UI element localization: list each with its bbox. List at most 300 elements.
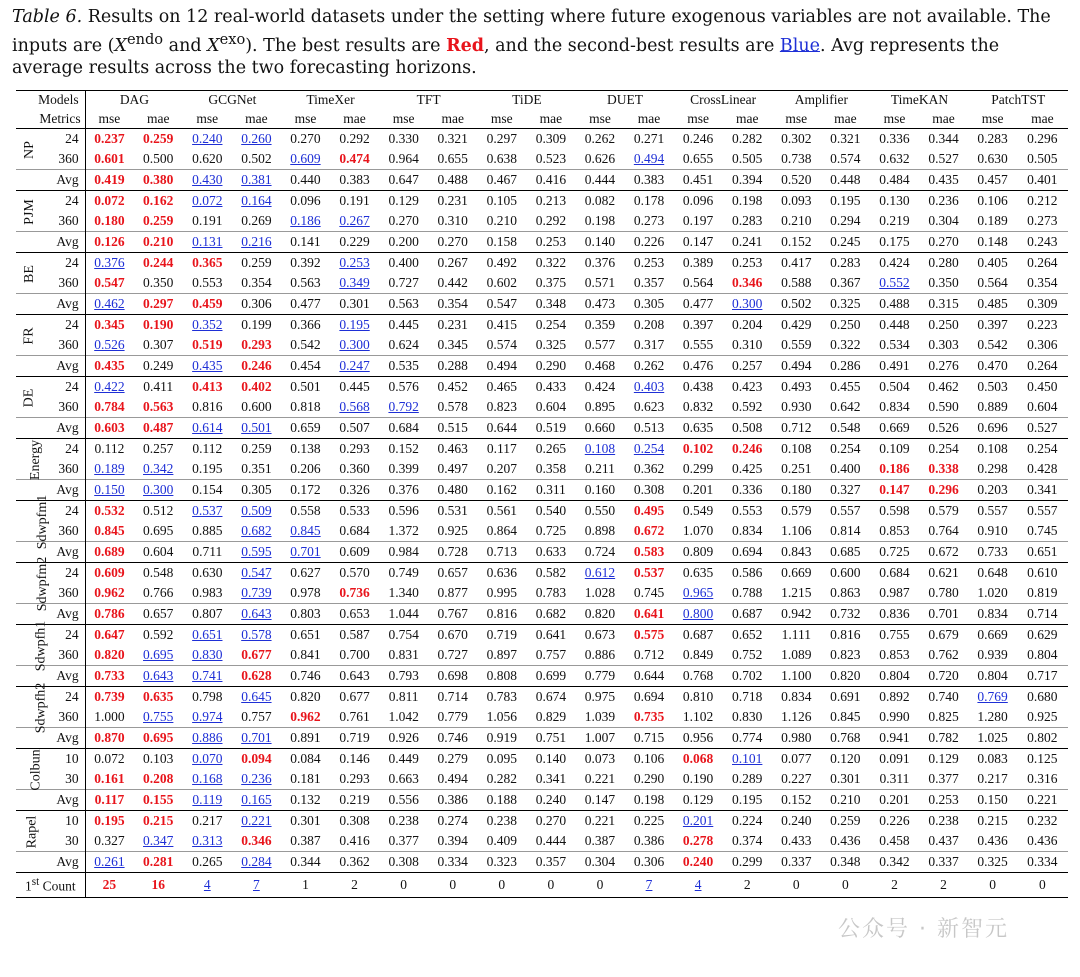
value-cell: 0.579 [772,501,820,522]
value-cell: 0.663 [388,771,419,786]
value-cell: 0.311 [879,771,910,786]
value-cell: 0.296 [918,480,968,501]
value-cell: 0.939 [977,647,1008,662]
value-cell: 0.226 [870,811,918,832]
value-cell: 0.367 [830,275,861,290]
value-cell: 0.548 [133,563,183,584]
value-cell: 0.345 [437,337,468,352]
value-cell: 0.305 [624,294,674,315]
avg-label: Avg [16,666,85,687]
value-cell: 0.354 [241,275,272,290]
value-cell: 0.609 [290,151,321,166]
value-cell: 0.802 [1017,728,1068,749]
value-cell: 0.203 [969,480,1017,501]
value-cell: 0.130 [870,191,918,212]
value-cell: 0.669 [772,563,820,584]
value-cell: 0.352 [183,315,231,336]
value-cell: 0.231 [428,315,478,336]
value-cell: 0.201 [674,480,722,501]
dataset-label [16,494,51,549]
value-cell: 0.207 [486,461,517,476]
value-cell: 0.267 [428,253,478,274]
value-cell: 0.450 [1017,377,1068,398]
value-cell: 0.494 [633,151,665,166]
value-cell: 0.250 [820,315,870,336]
value-cell: 0.253 [526,232,576,253]
value-cell: 0.321 [820,129,870,150]
value-cell: 0.068 [674,749,722,770]
value-cell: 0.725 [870,542,918,563]
value-cell: 0.290 [633,771,665,786]
value-cell: 0.190 [682,771,714,786]
value-cell: 0.755 [870,625,918,646]
value-cell: 0.965 [682,585,714,600]
table-row [16,769,1068,790]
value-cell: 0.236 [241,771,272,786]
value-cell: 0.600 [241,399,272,414]
value-cell: 0.436 [1027,833,1058,848]
value-cell: 0.280 [918,253,968,274]
value-cell: 0.243 [1017,232,1068,253]
value-cell: 0.925 [1027,709,1058,724]
value-cell: 0.155 [133,790,183,811]
value-cell: 1.039 [584,709,616,724]
value-cell: 0.208 [624,315,674,336]
value-cell: 0.310 [437,213,468,228]
value-cell: 0.696 [969,418,1017,439]
value-cell: 0.633 [526,542,576,563]
value-cell: 0.336 [722,480,772,501]
metric-header: mae [146,110,170,126]
value-cell: 0.300 [133,480,183,501]
value-cell: 0.132 [281,790,329,811]
caption-sup-exo: exo [219,30,246,48]
value-cell: 0.555 [682,337,714,352]
value-cell: 0.740 [918,687,968,708]
value-cell: 0.334 [428,852,478,873]
horizon-label: 24 [43,129,85,150]
model-header: CrossLinear [674,91,772,110]
value-cell: 0.509 [231,501,281,522]
value-cell: 0.253 [624,253,674,274]
value-cell: 0.197 [682,213,714,228]
value-cell: 0.700 [339,647,370,662]
value-cell: 0.288 [428,356,478,377]
value-cell: 0.271 [624,129,674,150]
value-cell: 0.553 [192,275,223,290]
value-cell: 0.386 [633,833,665,848]
value-cell: 0.394 [437,833,468,848]
value-cell: 0.596 [380,501,428,522]
value-cell: 0.635 [674,563,722,584]
value-cell: 0.265 [183,852,231,873]
value-cell: 1.215 [781,585,812,600]
value-cell: 0.413 [183,377,231,398]
value-cell: 0.241 [722,232,772,253]
value-cell: 0.270 [428,232,478,253]
value-cell: 0.983 [192,585,223,600]
table-row [16,191,1068,212]
value-cell: 0.175 [870,232,918,253]
count-label-sup: st [31,875,40,888]
dataset-label [16,191,43,232]
table-row [16,439,1068,460]
value-cell: 0.768 [820,728,870,749]
value-cell: 0.254 [918,439,968,460]
value-cell: 0.454 [281,356,329,377]
value-cell: 0.397 [674,315,722,336]
value-cell: 0.345 [85,315,133,336]
value-cell: 0.357 [526,852,576,873]
value-cell: 0.624 [388,337,419,352]
value-cell: 0.641 [526,625,576,646]
first-count-row [16,873,1068,898]
value-cell: 0.463 [428,439,478,460]
value-cell: 0.357 [633,275,665,290]
value-cell: 0.304 [576,852,624,873]
value-cell: 0.564 [682,275,714,290]
value-cell: 0.191 [330,191,380,212]
value-cell: 0.232 [1017,811,1068,832]
value-cell: 0.103 [133,749,183,770]
value-cell: 0.702 [722,666,772,687]
value-cell: 0.830 [732,709,763,724]
value-cell: 0.290 [526,356,576,377]
value-cell: 0.672 [633,523,665,538]
value-cell: 0.251 [781,461,812,476]
value-cell: 0.433 [526,377,576,398]
horizon-label: 10 [43,811,85,832]
caption-text-1: Results on 12 real-world datasets under the setting where future exogenous variables are not available. The inputs are ( [12,7,1051,56]
metric-header: mae [1031,110,1054,126]
metric-header: mse [785,110,808,126]
value-cell: 0.322 [830,337,861,352]
value-cell: 0.186 [879,461,910,476]
value-cell: 0.853 [879,647,910,662]
value-cell: 0.270 [918,232,968,253]
value-cell: 0.505 [1027,151,1058,166]
value-cell: 0.513 [624,418,674,439]
value-cell: 0.467 [478,170,526,191]
value-cell: 1.070 [682,523,714,538]
value-cell: 0.377 [388,833,419,848]
dataset-name: Energy [28,439,44,480]
value-cell: 0.253 [722,253,772,274]
value-cell: 0.348 [820,852,870,873]
value-cell: 0.429 [772,315,820,336]
value-cell: 0.651 [281,625,329,646]
value-cell: 0.306 [1027,337,1058,352]
value-cell: 0.442 [437,275,468,290]
value-cell: 0.609 [85,563,133,584]
dataset-name: Rapel [24,815,40,848]
value-cell: 0.832 [682,399,714,414]
value-cell: 0.106 [969,191,1017,212]
value-cell: 0.217 [977,771,1008,786]
value-cell: 0.303 [928,337,959,352]
value-cell: 0.411 [133,377,183,398]
value-cell: 0.270 [526,811,576,832]
value-cell: 0.733 [969,542,1017,563]
table-row [16,129,1068,150]
value-cell: 0.588 [781,275,812,290]
value-cell: 0.246 [722,439,772,460]
value-cell: 0.189 [977,213,1008,228]
value-cell: 7 [624,873,674,898]
table-row [16,315,1068,336]
value-cell: 0.455 [820,377,870,398]
horizon-label: 24 [43,315,85,336]
value-cell: 0.739 [241,585,272,600]
dataset-name: NP [21,140,37,159]
value-cell: 0.672 [918,542,968,563]
value-cell: 0.445 [330,377,380,398]
value-cell: 0.975 [576,687,624,708]
dataset-label [16,253,43,294]
value-cell: 0.351 [241,461,272,476]
value-cell: 0.727 [388,275,419,290]
value-cell: 0.680 [1017,687,1068,708]
value-cell: 0.834 [732,523,763,538]
value-cell: 0.574 [486,337,517,352]
table-row [16,831,1068,852]
value-cell: 0.823 [830,647,861,662]
table-row [16,459,1068,480]
table-row [16,273,1068,294]
value-cell: 0.198 [624,790,674,811]
value-cell: 0.687 [674,625,722,646]
value-cell: 0.191 [192,213,223,228]
value-cell: 0.990 [879,709,910,724]
value-cell: 0.587 [330,625,380,646]
value-cell: 0.257 [133,439,183,460]
horizon-label: 360 [43,397,85,418]
value-cell: 0.526 [918,418,968,439]
value-cell: 0.925 [437,523,468,538]
metric-header: mae [343,110,366,126]
value-cell: 0.296 [1017,129,1068,150]
value-cell: 0.457 [969,170,1017,191]
value-cell: 0.739 [85,687,133,708]
value-cell: 0.238 [478,811,526,832]
value-cell: 0.563 [290,275,321,290]
value-cell: 0.783 [478,687,526,708]
value-cell: 0.405 [969,253,1017,274]
value-cell: 0.109 [870,439,918,460]
value-cell: 0.870 [85,728,133,749]
value-cell: 0.084 [281,749,329,770]
value-cell: 0.424 [576,377,624,398]
value-cell: 0.473 [576,294,624,315]
value-cell: 0.724 [576,542,624,563]
value-cell: 0.578 [437,399,468,414]
value-cell: 0.298 [977,461,1008,476]
table-row [16,604,1068,625]
value-cell: 0.282 [486,771,517,786]
table-row [16,356,1068,377]
value-cell: 0.980 [772,728,820,749]
value-cell: 0.276 [918,356,968,377]
value-cell: 0.849 [682,647,714,662]
value-cell: 0 [428,873,478,898]
value-cell: 0.641 [624,604,674,625]
value-cell: 0.383 [624,170,674,191]
value-cell: 0.504 [870,377,918,398]
horizon-label: 360 [43,335,85,356]
horizon-label: 360 [43,211,85,232]
value-cell: 0.138 [281,439,329,460]
value-cell: 0.820 [281,687,329,708]
value-cell: 0.547 [478,294,526,315]
value-cell: 0.807 [183,604,231,625]
value-cell: 0.400 [830,461,861,476]
value-cell: 0.129 [380,191,428,212]
avg-label: Avg [16,418,85,439]
value-cell: 0.531 [428,501,478,522]
value-cell: 0.563 [380,294,428,315]
count-label-text: Count [39,878,76,894]
value-cell: 0.327 [94,833,125,848]
value-cell: 0.249 [133,356,183,377]
value-cell: 0.240 [183,129,231,150]
dataset-name: Sdwpfm1 [35,494,51,549]
value-cell: 0.804 [870,666,918,687]
value-cell: 0.158 [478,232,526,253]
value-cell: 0.105 [478,191,526,212]
value-cell: 0.745 [1027,523,1058,538]
value-cell: 0.485 [969,294,1017,315]
caption-text-5: . Avg represents the average results across the two forecasting horizons. [12,35,1000,78]
value-cell: 0.695 [143,523,174,538]
value-cell: 0.553 [722,501,772,522]
value-cell: 0.147 [870,480,918,501]
value-cell: 0.150 [969,790,1017,811]
value-cell: 0 [576,873,624,898]
value-cell: 0.642 [830,399,861,414]
value-cell: 0.811 [380,687,428,708]
value-cell: 0.792 [388,399,419,414]
value-cell: 0.435 [918,170,968,191]
value-cell: 0.362 [330,852,380,873]
value-cell: 0.984 [380,542,428,563]
value-cell: 0.424 [870,253,918,274]
value-cell: 0.711 [183,542,231,563]
value-cell: 0.221 [584,771,616,786]
value-cell: 0.670 [428,625,478,646]
value-cell: 0.820 [820,666,870,687]
value-cell: 0.987 [879,585,910,600]
value-cell: 0.308 [624,480,674,501]
value-cell: 0.962 [94,585,125,600]
value-cell: 25 [85,873,133,898]
value-cell: 0.648 [969,563,1017,584]
value-cell: 0.436 [977,833,1008,848]
value-cell: 0 [820,873,870,898]
value-cell: 0.445 [380,315,428,336]
value-cell: 0.578 [231,625,281,646]
horizon-label: 24 [43,625,85,646]
value-cell: 0.592 [133,625,183,646]
value-cell: 0.270 [281,129,329,150]
value-cell: 0.677 [330,687,380,708]
value-cell: 0.217 [183,811,231,832]
value-cell: 0.308 [380,852,428,873]
value-cell: 0.244 [133,253,183,274]
value-cell: 0.226 [624,232,674,253]
value-cell: 0.630 [977,151,1008,166]
value-cell: 0.270 [388,213,419,228]
horizon-label: 360 [43,707,85,728]
value-cell: 0.614 [183,418,231,439]
value-cell: 0.604 [535,399,567,414]
value-cell: 0.767 [428,604,478,625]
model-header: TiDE [478,91,576,110]
value-cell: 0.898 [584,523,616,538]
value-cell: 0.347 [143,833,174,848]
value-cell: 0.259 [820,811,870,832]
value-cell: 0.659 [281,418,329,439]
value-cell: 0.579 [918,501,968,522]
value-cell: 0.877 [437,585,468,600]
value-cell: 0.701 [231,728,281,749]
value-cell: 0.195 [820,191,870,212]
value-cell: 0.520 [772,170,820,191]
value-cell: 0.273 [1027,213,1058,228]
value-cell: 0.117 [478,439,526,460]
value-cell: 0.819 [1027,585,1058,600]
value-cell: 0.628 [231,666,281,687]
value-cell: 0.527 [1017,418,1068,439]
value-cell: 0.786 [85,604,133,625]
value-cell: 0.814 [830,523,861,538]
value-cell: 0.477 [674,294,722,315]
value-cell: 0.164 [231,191,281,212]
header-metrics-row [16,109,1068,129]
value-cell: 0.416 [339,833,370,848]
value-cell: 0.685 [820,542,870,563]
value-cell: 0.547 [231,563,281,584]
value-cell: 0.150 [85,480,133,501]
value-cell: 0.494 [437,771,468,786]
value-cell: 0.262 [624,356,674,377]
value-cell: 0.886 [183,728,231,749]
value-cell: 0.552 [879,275,910,290]
dataset-name: Sdwpfh1 [33,620,49,671]
value-cell: 0.800 [674,604,722,625]
value-cell: 0.102 [674,439,722,460]
value-cell: 0.423 [722,377,772,398]
table-row [16,521,1068,542]
value-cell: 0.147 [576,790,624,811]
value-cell: 0.623 [633,399,665,414]
value-cell: 0.440 [281,170,329,191]
value-cell: 0.602 [486,275,517,290]
model-header: PatchTST [969,91,1068,110]
value-cell: 0.494 [478,356,526,377]
value-cell: 0.129 [918,749,968,770]
value-cell: 0.250 [918,315,968,336]
horizon-label: 24 [43,687,85,708]
value-cell: 0.096 [281,191,329,212]
value-cell: 0.495 [624,501,674,522]
value-cell: 0.417 [772,253,820,274]
value-cell: 0.570 [330,563,380,584]
value-cell: 0.106 [624,749,674,770]
watermark: 公众号 · 新智元 [838,917,1009,942]
value-cell: 0.430 [183,170,231,191]
value-cell: 0.344 [281,852,329,873]
table-row [16,728,1068,749]
